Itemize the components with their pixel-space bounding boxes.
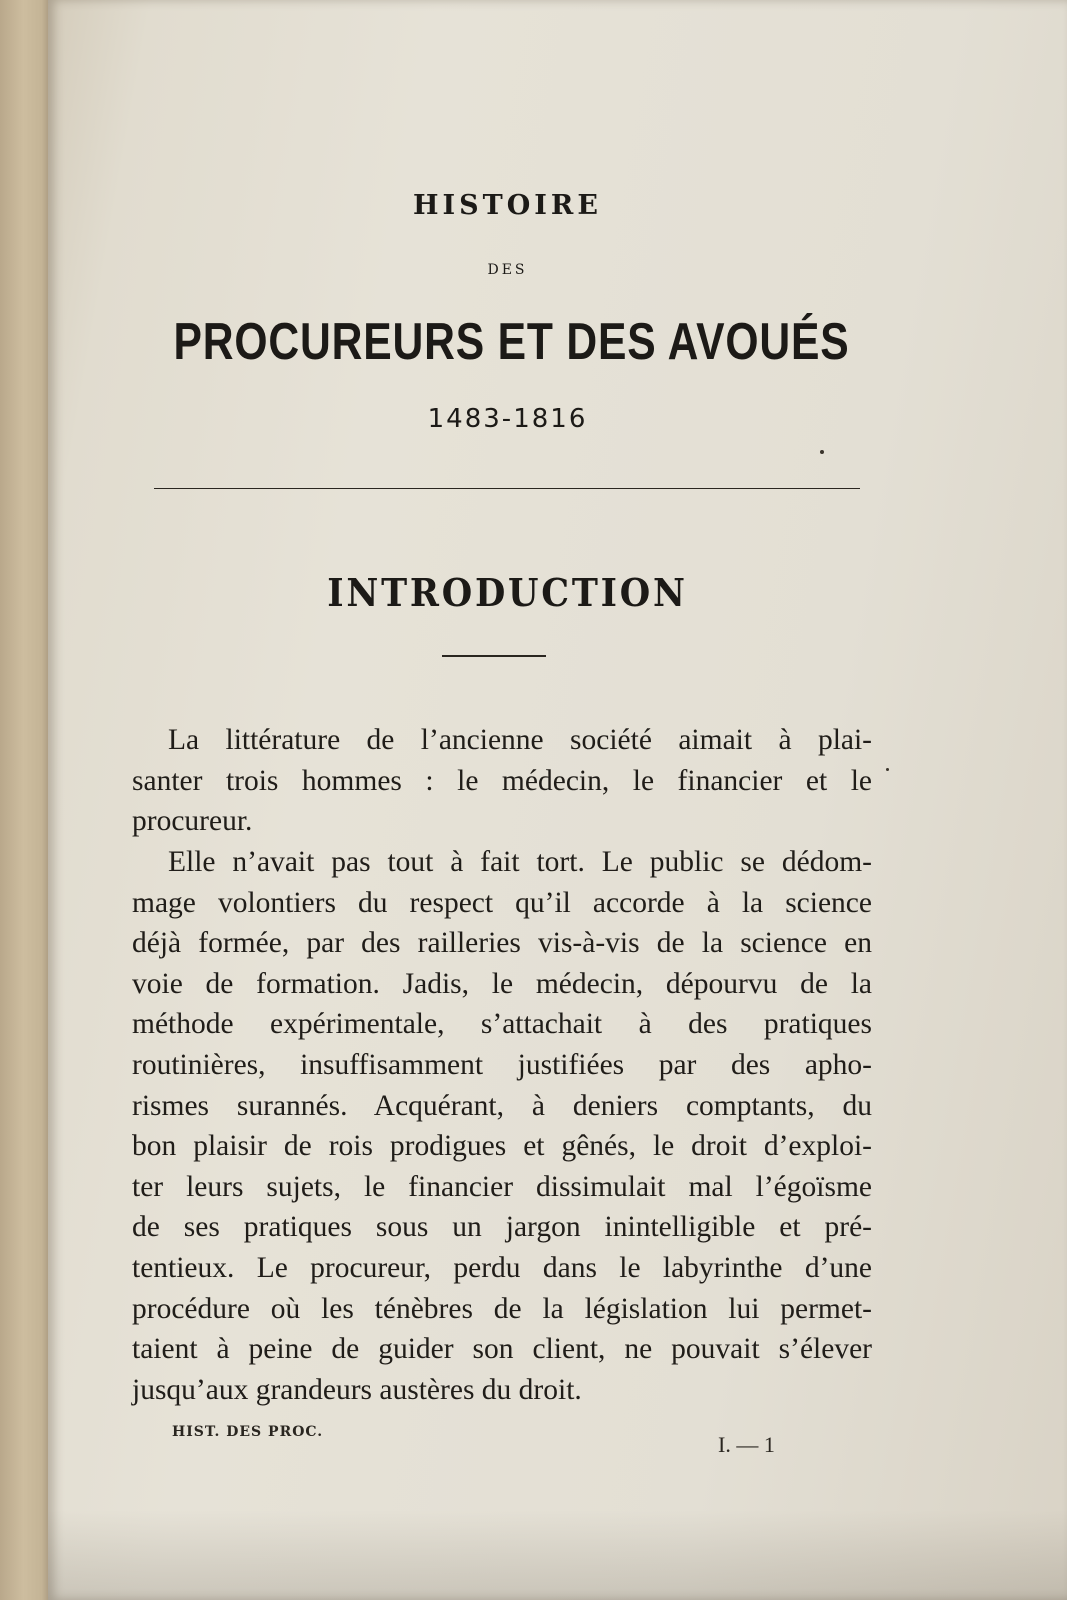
text-line: procédure où les ténèbres de la législation lui permet- — [132, 1292, 872, 1325]
book-spine-edge — [0, 0, 52, 1600]
text-line: jusqu’aux grandeurs austères du droit. — [132, 1373, 582, 1406]
text-line: Elle n’avait pas tout à fait tort. Le public se dédom- — [168, 846, 872, 878]
text-line: déjà formée, par des railleries vis-à-vis de la science en — [132, 927, 872, 960]
paper-speck — [820, 450, 824, 454]
text-line: routinières, insuffisamment justifiées par des apho- — [132, 1048, 872, 1081]
page-shadow — [48, 1510, 1067, 1600]
text-line: santer trois hommes : le médecin, le financier et le — [132, 764, 872, 797]
footer-page-marker: I. — 1 — [718, 1432, 775, 1457]
text-line: rismes surannés. Acquérant, à deniers comptants, du — [132, 1089, 872, 1122]
paragraph-2 — [132, 842, 872, 1410]
paper-speck — [886, 768, 889, 771]
main-title: PROCUREURS ET DES AVOUÉS — [173, 313, 850, 371]
text-line: tentieux. Le procureur, perdu dans le labyrinthe d’une — [132, 1251, 872, 1284]
text-line: voie de formation. Jadis, le médecin, dépourvu de la — [132, 967, 872, 1000]
text-line: mage volontiers du respect qu’il accorde à la science — [132, 886, 872, 919]
text-line: ter leurs sujets, le financier dissimulait mal l’égoïsme — [132, 1170, 872, 1203]
heading-rule — [442, 655, 546, 657]
title-rule — [154, 488, 860, 489]
text-line: bon plaisir de rois prodigues et gênés, le droit d’exploi- — [132, 1130, 872, 1163]
text-line: de ses pratiques sous un jargon inintelligible et pré- — [132, 1211, 872, 1244]
title-des: DES — [487, 262, 528, 278]
text-line: méthode expérimentale, s’attachait à des pratiques — [132, 1008, 872, 1041]
text-line: taient à peine de guider son client, ne pouvait s’élever — [132, 1333, 872, 1366]
section-heading: INTRODUCTION — [327, 570, 688, 615]
footer-signature: HIST. DES PROC. — [172, 1424, 324, 1440]
paragraph-1 — [132, 720, 872, 842]
text-line: La littérature de l’ancienne société aimait à plai- — [168, 724, 872, 756]
text-line: procureur. — [132, 805, 253, 838]
book-page — [48, 0, 1067, 1600]
title-dates: 1483-1816 — [427, 404, 588, 434]
title-histoire: HISTOIRE — [413, 190, 602, 221]
